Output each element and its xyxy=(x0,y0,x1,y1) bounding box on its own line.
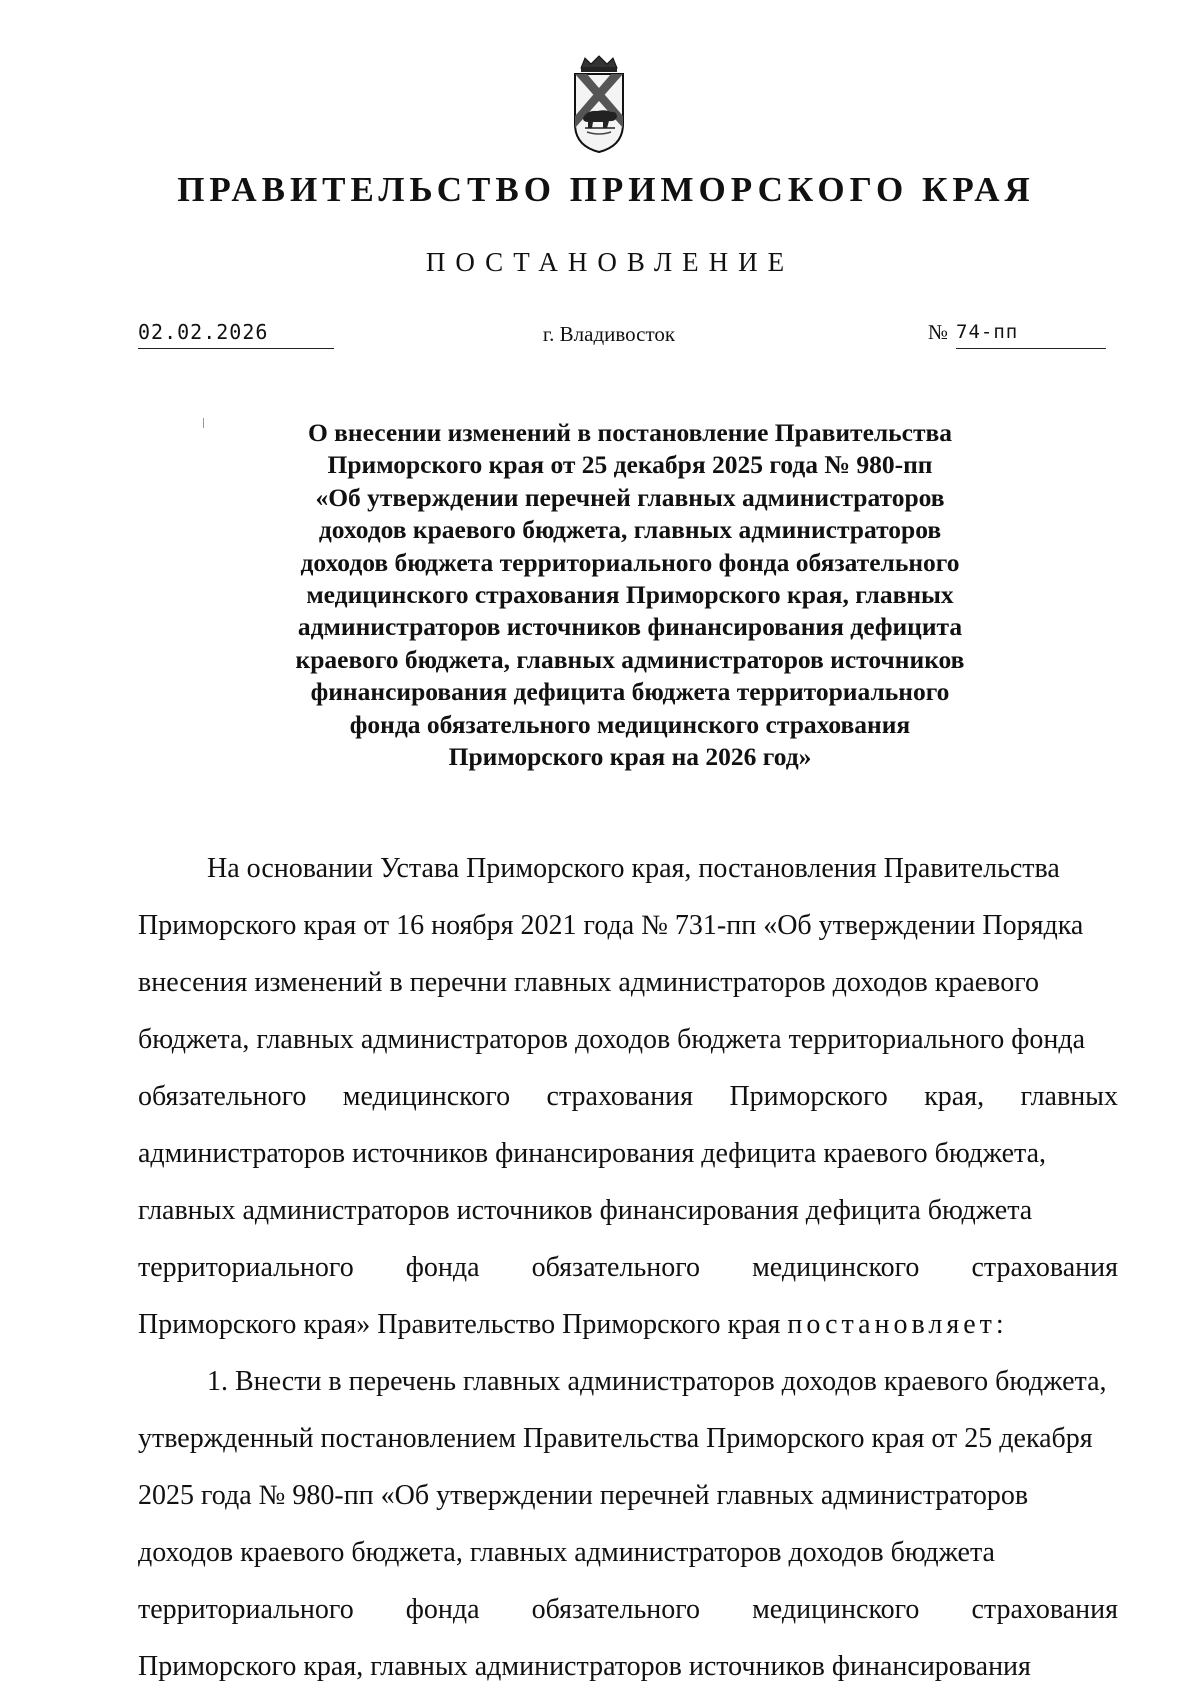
body-line: утвержденный постановлением Правительства Приморского края от 25 декабря xyxy=(138,1423,1093,1454)
number-sign: № xyxy=(928,320,949,344)
subject-line: доходов бюджета территориального фонда обязательного xyxy=(300,547,960,577)
document-type: ПОСТАНОВЛЕНИЕ xyxy=(425,247,795,277)
word: обязательного xyxy=(138,1081,307,1112)
body-line-justified xyxy=(138,1581,1118,1638)
word: обязательного xyxy=(531,1594,700,1625)
word: фонда xyxy=(405,1594,480,1625)
primorsky-krai-coat-of-arms-icon xyxy=(571,54,627,154)
subject-line: администраторов источников финансирования дефицита xyxy=(297,612,963,642)
word: медицинского xyxy=(752,1252,920,1283)
word: территориального xyxy=(138,1252,354,1283)
body-line: 2025 года № 980-пп «Об утверждении перечней главных администраторов xyxy=(138,1480,1029,1511)
subject-line: финансирования дефицита бюджета территориального xyxy=(310,677,950,707)
body-line: доходов краевого бюджета, главных администраторов доходов бюджета xyxy=(138,1537,995,1568)
body-line: Приморского края, главных администраторов источников финансирования xyxy=(138,1651,1031,1682)
document-body xyxy=(138,840,1118,1695)
body-line xyxy=(138,1296,1118,1353)
word: фонда xyxy=(405,1252,480,1283)
subject-line: медицинского страхования Приморского края, главных xyxy=(306,580,954,610)
body-line-justified xyxy=(138,1239,1118,1296)
government-title: ПРАВИТЕЛЬСТВО ПРИМОРСКОГО КРАЯ xyxy=(177,170,1035,209)
body-line: Приморского края от 16 ноября 2021 года № 731-пп «Об утверждении Порядка xyxy=(138,910,1084,941)
subject-line: фонда обязательного медицинского страхования xyxy=(349,709,911,739)
word: главных xyxy=(1020,1081,1118,1112)
body-line: На основании Устава Приморского края, постановления Правительства xyxy=(207,853,1060,884)
document-city: г. Владивосток xyxy=(542,322,676,346)
word: страхования xyxy=(971,1252,1118,1283)
body-line-justified xyxy=(138,1068,1118,1125)
word: обязательного xyxy=(531,1252,700,1283)
body-line: бюджета, главных администраторов доходов бюджета территориального фонда xyxy=(138,1024,1086,1055)
word: страхования xyxy=(546,1081,694,1112)
document-subject xyxy=(210,417,1050,773)
subject-line: О внесении изменений в постановление Правительства xyxy=(307,418,953,447)
document-date: 02.02.2026 xyxy=(138,318,334,349)
word: медицинского xyxy=(752,1594,920,1625)
body-line-start: Приморского края» Правительство Приморского края xyxy=(138,1309,788,1340)
subject-line: Приморского края на 2026 год» xyxy=(448,742,812,772)
body-line: администраторов источников финансирования дефицита краевого бюджета, xyxy=(138,1138,1047,1169)
word: края, xyxy=(924,1081,985,1112)
resolution-keyword: постановляет: xyxy=(787,1309,1008,1340)
word: страхования xyxy=(971,1594,1118,1625)
word: Приморского xyxy=(729,1081,888,1112)
subject-line: доходов краевого бюджета, главных администраторов xyxy=(318,515,942,545)
document-number-field xyxy=(928,318,1106,348)
subject-line: Приморского края от 25 декабря 2025 года № 980-пп xyxy=(327,450,933,480)
body-line: 1. Внести в перечень главных администраторов доходов краевого бюджета, xyxy=(207,1366,1107,1397)
body-line: внесения изменений в перечни главных администраторов доходов краевого xyxy=(138,967,1039,998)
word: территориального xyxy=(138,1594,354,1625)
scan-mark xyxy=(203,418,204,428)
word: медицинского xyxy=(342,1081,511,1112)
subject-line: краевого бюджета, главных администраторов источников xyxy=(295,644,965,674)
body-line: главных администраторов источников финансирования дефицита бюджета xyxy=(138,1195,1033,1226)
subject-line: «Об утверждении перечней главных администраторов xyxy=(315,482,945,512)
document-number: 74-пп xyxy=(956,318,1106,349)
